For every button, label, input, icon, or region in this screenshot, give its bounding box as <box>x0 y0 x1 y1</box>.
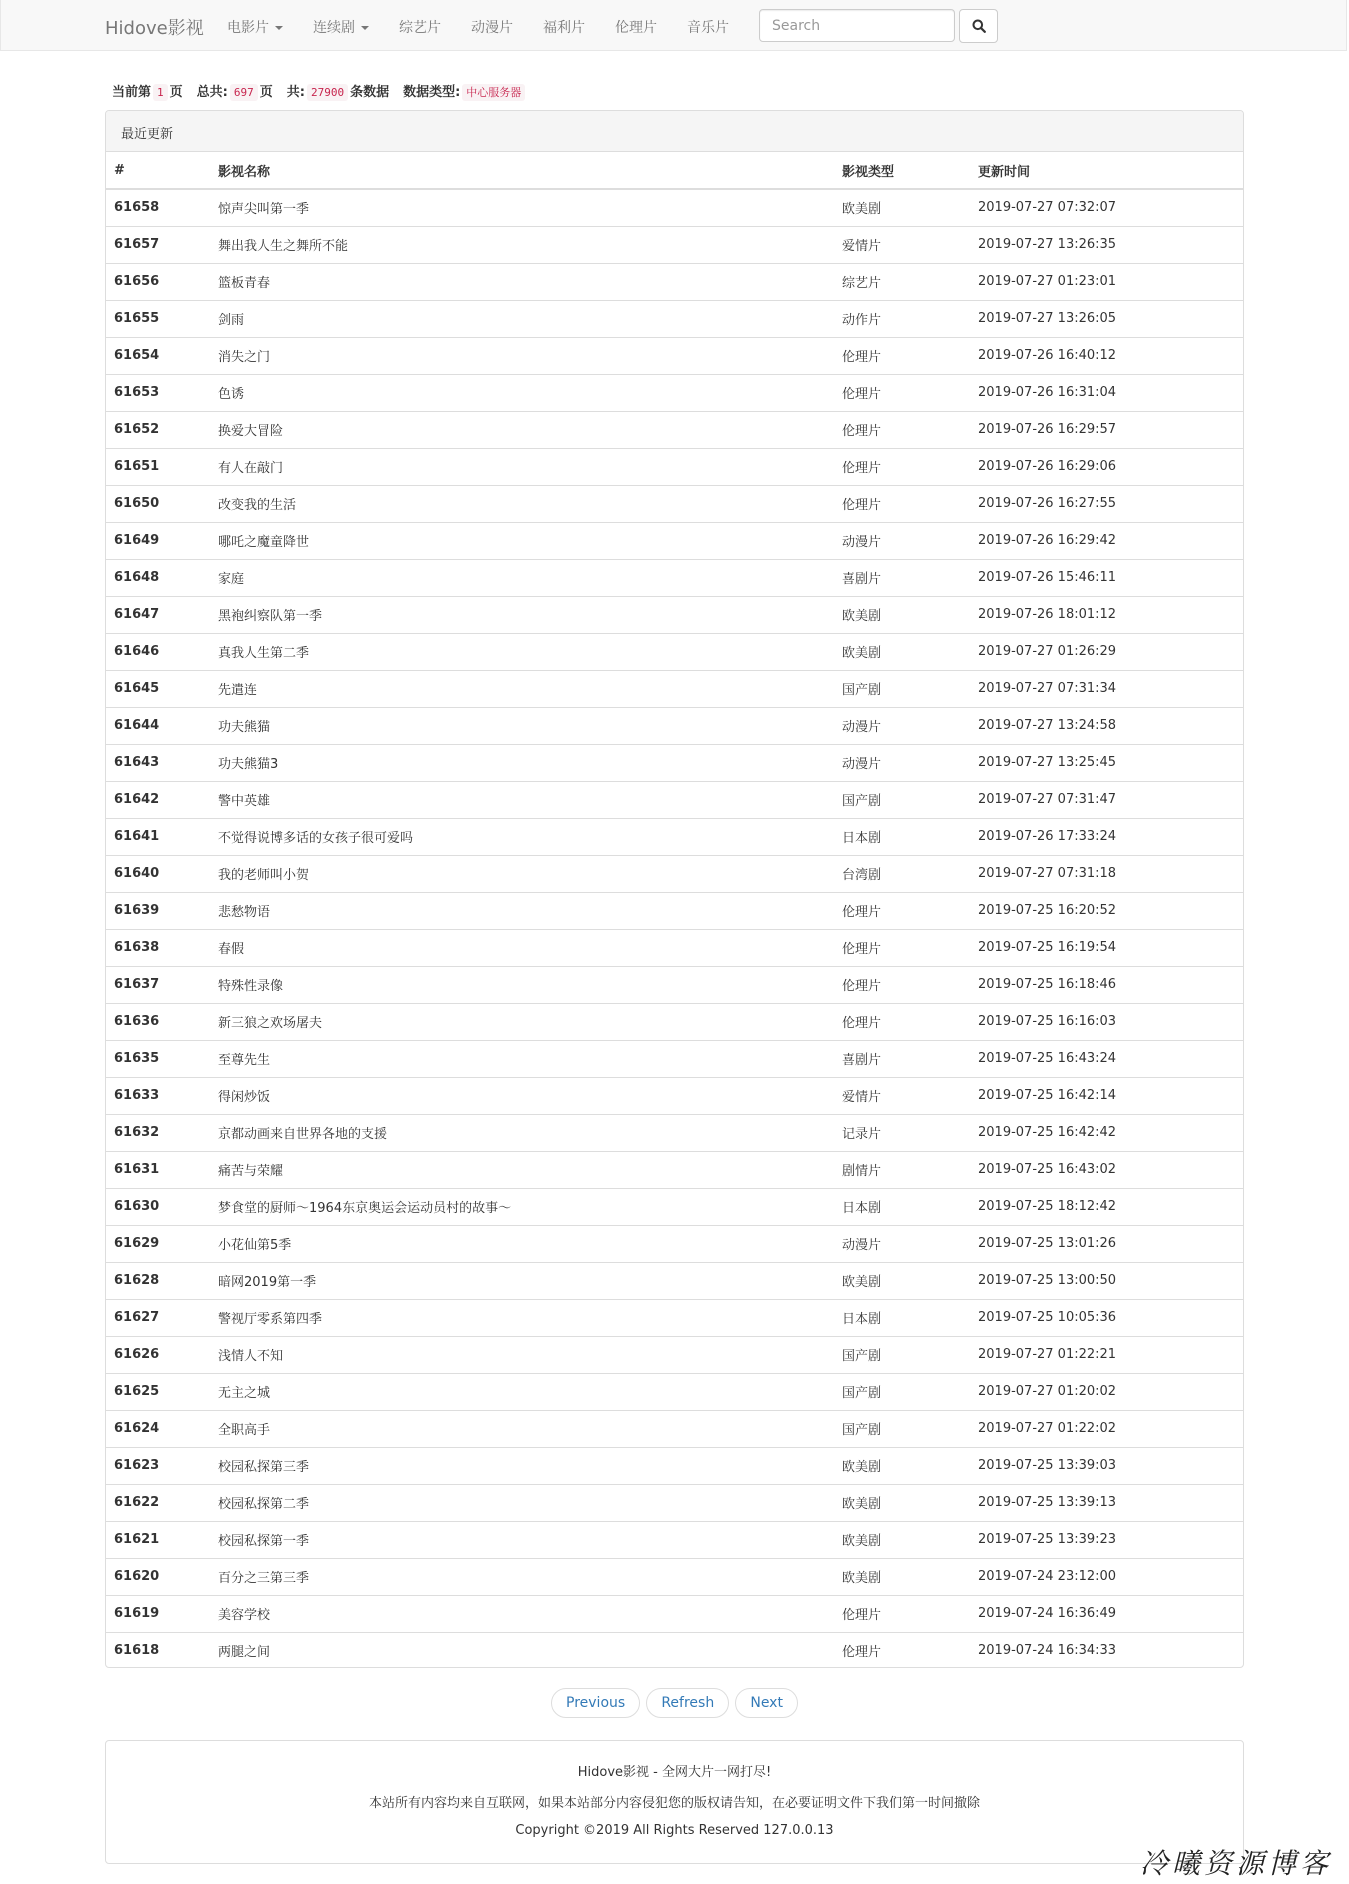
row-title[interactable]: 惊声尖叫第一季 <box>218 202 310 218</box>
row-time: 2019-07-25 16:43:02 <box>970 1151 1243 1188</box>
nav-item-movies[interactable] <box>227 17 283 37</box>
table-row <box>106 1558 1243 1595</box>
row-id: 61620 <box>106 1558 210 1595</box>
row-time: 2019-07-27 07:31:47 <box>970 781 1243 818</box>
table-row <box>106 1484 1243 1521</box>
table-row <box>106 744 1243 781</box>
table-row <box>106 966 1243 1003</box>
row-time: 2019-07-25 13:00:50 <box>970 1262 1243 1299</box>
row-type: 伦理片 <box>834 374 970 411</box>
table-row <box>106 633 1243 670</box>
row-type: 国产剧 <box>834 670 970 707</box>
row-type: 动作片 <box>834 300 970 337</box>
watermark: 冷曦资源博客 <box>1140 1847 1333 1880</box>
caret-down-icon <box>275 26 283 30</box>
row-type: 欧美剧 <box>834 1558 970 1595</box>
row-time: 2019-07-27 01:22:02 <box>970 1410 1243 1447</box>
nav-item-label: 连续剧 <box>313 20 355 36</box>
row-id: 61622 <box>106 1484 210 1521</box>
row-type: 国产剧 <box>834 781 970 818</box>
row-title[interactable]: 全职高手 <box>210 1410 834 1447</box>
row-time: 2019-07-27 01:26:29 <box>970 633 1243 670</box>
row-id: 61628 <box>106 1262 210 1299</box>
row-id: 61638 <box>106 929 210 966</box>
row-time: 2019-07-27 01:22:21 <box>970 1336 1243 1373</box>
row-id: 61652 <box>106 411 210 448</box>
row-time: 2019-07-26 16:29:06 <box>970 448 1243 485</box>
row-type: 欧美剧 <box>842 202 882 218</box>
row-time: 2019-07-27 13:26:35 <box>970 226 1243 263</box>
panel-title: 最近更新 <box>106 111 1243 152</box>
row-id: 61651 <box>106 448 210 485</box>
table-row <box>106 1040 1243 1077</box>
row-time: 2019-07-24 16:36:49 <box>970 1595 1243 1632</box>
row-title[interactable]: 至尊先生 <box>210 1040 834 1077</box>
row-title[interactable]: 警视厅零系第四季 <box>210 1299 834 1336</box>
row-type: 剧情片 <box>834 1151 970 1188</box>
row-time: 2019-07-26 16:27:55 <box>970 485 1243 522</box>
total-pages-value: 697 <box>230 84 258 101</box>
top-navbar <box>0 0 1347 51</box>
row-type: 伦理片 <box>834 929 970 966</box>
row-id: 61649 <box>106 522 210 559</box>
total-pages-label: 总共: <box>196 85 228 100</box>
row-title[interactable]: 消失之门 <box>210 337 834 374</box>
table-row <box>106 596 1243 633</box>
row-time: 2019-07-26 15:46:11 <box>970 559 1243 596</box>
row-id: 61632 <box>106 1114 210 1151</box>
row-id: 61633 <box>106 1077 210 1114</box>
row-time: 2019-07-24 16:34:33 <box>970 1632 1243 1668</box>
row-title[interactable]: 舞出我人生之舞所不能 <box>210 226 834 263</box>
nav-item-series[interactable] <box>313 17 369 37</box>
row-type: 动漫片 <box>834 1225 970 1262</box>
nav-item-variety[interactable]: 综艺片 <box>399 20 441 36</box>
row-title[interactable]: 浅情人不知 <box>210 1336 834 1373</box>
row-type: 伦理片 <box>834 1595 970 1632</box>
row-id: 61655 <box>106 300 210 337</box>
row-id: 61637 <box>106 966 210 1003</box>
total-count-value: 27900 <box>307 84 348 101</box>
updates-table <box>106 152 1243 1668</box>
current-page-label: 当前第 <box>112 85 152 100</box>
row-time: 2019-07-25 18:12:42 <box>970 1188 1243 1225</box>
total-page-unit: 页 <box>259 85 273 100</box>
row-id: 61644 <box>106 707 210 744</box>
row-id: 61635 <box>106 1040 210 1077</box>
row-time: 2019-07-27 13:25:45 <box>970 744 1243 781</box>
footer <box>105 1740 1244 1864</box>
table-row <box>106 670 1243 707</box>
row-id: 61629 <box>106 1225 210 1262</box>
row-type: 记录片 <box>834 1114 970 1151</box>
row-time: 2019-07-27 13:24:58 <box>970 707 1243 744</box>
table-row <box>106 337 1243 374</box>
row-time: 2019-07-26 16:29:42 <box>970 522 1243 559</box>
table-row <box>106 707 1243 744</box>
row-title[interactable]: 得闲炒饭 <box>210 1077 834 1114</box>
row-id: 61643 <box>106 744 210 781</box>
footer-disclaimer: 本站所有内容均来自互联网，如果本站部分内容侵犯您的版权请告知，在必要证明文件下我们第一时间撤除 <box>368 1796 980 1811</box>
total-count-unit: 条数据 <box>350 85 390 100</box>
table-row <box>106 1151 1243 1188</box>
row-time: 2019-07-26 16:29:57 <box>970 411 1243 448</box>
row-type: 喜剧片 <box>834 559 970 596</box>
row-id: 61618 <box>106 1632 210 1668</box>
row-title[interactable]: 痛苦与荣耀 <box>210 1151 834 1188</box>
row-type: 台湾剧 <box>834 855 970 892</box>
table-row <box>106 1299 1243 1336</box>
row-title[interactable]: 美容学校 <box>210 1595 834 1632</box>
row-title[interactable]: 悲愁物语 <box>210 892 834 929</box>
table-body <box>106 189 1243 1668</box>
row-title[interactable]: 两腿之间 <box>210 1632 834 1668</box>
row-time: 2019-07-25 13:39:13 <box>970 1484 1243 1521</box>
row-title[interactable]: 真我人生第二季 <box>210 633 834 670</box>
row-time: 2019-07-24 23:12:00 <box>970 1558 1243 1595</box>
row-time: 2019-07-26 16:31:04 <box>970 374 1243 411</box>
next-button[interactable]: Next <box>735 1688 798 1718</box>
row-type: 日本剧 <box>834 1188 970 1225</box>
table-row <box>106 1373 1243 1410</box>
table-row <box>106 818 1243 855</box>
row-id: 61650 <box>106 485 210 522</box>
table-row <box>106 929 1243 966</box>
table-row <box>106 1262 1243 1299</box>
search-button[interactable] <box>959 9 998 43</box>
row-type: 动漫片 <box>834 744 970 781</box>
row-type: 综艺片 <box>834 263 970 300</box>
row-time: 2019-07-26 17:33:24 <box>970 818 1243 855</box>
row-type: 喜剧片 <box>834 1040 970 1077</box>
table-row <box>106 1336 1243 1373</box>
row-time: 2019-07-27 07:32:07 <box>978 200 1117 216</box>
table-header-row <box>106 152 1243 189</box>
row-title[interactable]: 黑袍纠察队第一季 <box>210 596 834 633</box>
column-header-id: # <box>106 152 210 189</box>
row-title[interactable]: 剑雨 <box>210 300 834 337</box>
row-title[interactable]: 改变我的生活 <box>210 485 834 522</box>
row-time: 2019-07-25 16:42:14 <box>970 1077 1243 1114</box>
row-type: 伦理片 <box>834 485 970 522</box>
table-row <box>106 1447 1243 1484</box>
row-title[interactable]: 家庭 <box>210 559 834 596</box>
row-id: 61636 <box>106 1003 210 1040</box>
recent-updates-panel <box>105 110 1244 1668</box>
nav-item-music[interactable]: 音乐片 <box>687 20 729 36</box>
table-row <box>106 781 1243 818</box>
row-title[interactable]: 功夫熊猫 <box>210 707 834 744</box>
row-time: 2019-07-25 13:39:23 <box>970 1521 1243 1558</box>
row-time: 2019-07-27 01:23:01 <box>970 263 1243 300</box>
row-title[interactable]: 校园私探第二季 <box>210 1484 834 1521</box>
row-id: 61626 <box>106 1336 210 1373</box>
row-type: 欧美剧 <box>834 1447 970 1484</box>
row-type: 欧美剧 <box>834 1262 970 1299</box>
row-type: 欧美剧 <box>834 1521 970 1558</box>
row-title[interactable]: 警中英雄 <box>210 781 834 818</box>
table-row <box>106 411 1243 448</box>
row-title[interactable]: 先遣连 <box>210 670 834 707</box>
row-time: 2019-07-25 16:43:24 <box>970 1040 1243 1077</box>
row-id: 61653 <box>106 374 210 411</box>
row-id: 61627 <box>106 1299 210 1336</box>
row-time: 2019-07-25 10:05:36 <box>970 1299 1243 1336</box>
row-time: 2019-07-27 07:31:18 <box>970 855 1243 892</box>
row-title[interactable]: 篮板青春 <box>210 263 834 300</box>
row-id: 61658 <box>114 200 160 216</box>
row-time: 2019-07-25 16:19:54 <box>970 929 1243 966</box>
previous-button[interactable]: Previous <box>551 1688 640 1718</box>
row-type: 爱情片 <box>834 1077 970 1114</box>
footer-copyright: Copyright ©2019 All Rights Reserved 127.0.0.13 <box>515 1823 834 1838</box>
row-time: 2019-07-26 16:40:12 <box>970 337 1243 374</box>
footer-tagline: Hidove影视 - 全网大片一网打尽! <box>577 1765 772 1780</box>
table-row <box>106 892 1243 929</box>
row-title[interactable]: 换爱大冒险 <box>210 411 834 448</box>
row-type: 伦理片 <box>834 1632 970 1668</box>
page-unit: 页 <box>169 85 183 100</box>
table-row <box>106 226 1243 263</box>
table-row <box>106 1003 1243 1040</box>
nav-item-anime[interactable]: 动漫片 <box>471 20 513 36</box>
row-id: 61656 <box>106 263 210 300</box>
row-type: 动漫片 <box>834 522 970 559</box>
row-id: 61624 <box>106 1410 210 1447</box>
row-title[interactable]: 功夫熊猫3 <box>210 744 834 781</box>
table-row <box>106 448 1243 485</box>
table-row <box>106 1595 1243 1632</box>
nav-item-ethics[interactable]: 伦理片 <box>615 20 657 36</box>
row-title[interactable]: 京都动画来自世界各地的支援 <box>210 1114 834 1151</box>
table-row <box>106 855 1243 892</box>
table-row <box>106 559 1243 596</box>
row-id: 61645 <box>106 670 210 707</box>
row-time: 2019-07-25 13:39:03 <box>970 1447 1243 1484</box>
row-title[interactable]: 梦食堂的厨师～1964东京奥运会运动员村的故事～ <box>210 1188 834 1225</box>
row-title[interactable]: 有人在敲门 <box>210 448 834 485</box>
row-id: 61640 <box>106 855 210 892</box>
row-title[interactable]: 不觉得说博多话的女孩子很可爱吗 <box>210 818 834 855</box>
row-title[interactable]: 哪吒之魔童降世 <box>210 522 834 559</box>
table-row <box>106 1225 1243 1262</box>
table-row <box>106 1077 1243 1114</box>
table-row <box>106 1410 1243 1447</box>
row-id: 61621 <box>106 1521 210 1558</box>
row-title[interactable]: 春假 <box>210 929 834 966</box>
row-type: 国产剧 <box>834 1336 970 1373</box>
column-header-time: 更新时间 <box>970 152 1243 189</box>
refresh-button[interactable]: Refresh <box>646 1688 729 1718</box>
table-row <box>106 263 1243 300</box>
table-row <box>106 485 1243 522</box>
row-title[interactable]: 校园私探第三季 <box>210 1447 834 1484</box>
nav-item-welfare[interactable]: 福利片 <box>543 20 585 36</box>
row-time: 2019-07-25 16:16:03 <box>970 1003 1243 1040</box>
row-time: 2019-07-25 16:18:46 <box>970 966 1243 1003</box>
row-title[interactable]: 我的老师叫小贺 <box>210 855 834 892</box>
table-row <box>106 522 1243 559</box>
row-title[interactable]: 暗网2019第一季 <box>210 1262 834 1299</box>
row-type: 伦理片 <box>834 966 970 1003</box>
row-title[interactable]: 无主之城 <box>210 1373 834 1410</box>
current-page-value: 1 <box>153 84 168 101</box>
row-time: 2019-07-25 16:20:52 <box>970 892 1243 929</box>
data-type-label: 数据类型: <box>403 85 461 100</box>
row-id: 61639 <box>106 892 210 929</box>
table-row <box>106 374 1243 411</box>
row-title[interactable]: 色诱 <box>210 374 834 411</box>
row-time: 2019-07-25 16:42:42 <box>970 1114 1243 1151</box>
row-type: 欧美剧 <box>834 1484 970 1521</box>
table-row <box>106 189 1243 226</box>
row-id: 61641 <box>106 818 210 855</box>
row-type: 伦理片 <box>834 448 970 485</box>
row-time: 2019-07-27 01:20:02 <box>970 1373 1243 1410</box>
row-title[interactable]: 新三狼之欢场屠夫 <box>210 1003 834 1040</box>
row-type: 国产剧 <box>834 1410 970 1447</box>
row-type: 动漫片 <box>834 707 970 744</box>
pager <box>0 1688 1349 1718</box>
row-id: 61648 <box>106 559 210 596</box>
table-row <box>106 300 1243 337</box>
data-stats <box>112 81 527 100</box>
row-id: 61623 <box>106 1447 210 1484</box>
column-header-type: 影视类型 <box>834 152 970 189</box>
row-type: 伦理片 <box>834 892 970 929</box>
row-type: 伦理片 <box>834 1003 970 1040</box>
row-id: 61647 <box>106 596 210 633</box>
row-title[interactable]: 特殊性录像 <box>210 966 834 1003</box>
row-time: 2019-07-27 07:31:34 <box>970 670 1243 707</box>
row-title[interactable]: 校园私探第一季 <box>210 1521 834 1558</box>
brand-logo[interactable]: Hidove影视 <box>105 18 204 39</box>
total-count-label: 共: <box>286 85 305 100</box>
row-id: 61631 <box>106 1151 210 1188</box>
row-id: 61630 <box>106 1188 210 1225</box>
data-type-value: 中心服务器 <box>462 84 525 101</box>
row-id: 61625 <box>106 1373 210 1410</box>
row-type: 国产剧 <box>834 1373 970 1410</box>
row-title[interactable]: 百分之三第三季 <box>210 1558 834 1595</box>
row-time: 2019-07-26 18:01:12 <box>970 596 1243 633</box>
row-type: 日本剧 <box>834 818 970 855</box>
row-id: 61619 <box>106 1595 210 1632</box>
row-id: 61654 <box>106 337 210 374</box>
row-type: 伦理片 <box>834 411 970 448</box>
search-icon <box>972 19 986 33</box>
row-id: 61657 <box>106 226 210 263</box>
caret-down-icon <box>361 26 369 30</box>
search-input[interactable] <box>759 9 955 42</box>
nav-item-label: 电影片 <box>227 20 269 36</box>
table-row <box>106 1632 1243 1668</box>
column-header-name: 影视名称 <box>210 152 834 189</box>
table-row <box>106 1188 1243 1225</box>
row-type: 伦理片 <box>834 337 970 374</box>
row-type: 爱情片 <box>834 226 970 263</box>
table-row <box>106 1114 1243 1151</box>
row-type: 欧美剧 <box>834 633 970 670</box>
row-time: 2019-07-27 13:26:05 <box>970 300 1243 337</box>
row-type: 日本剧 <box>834 1299 970 1336</box>
row-title[interactable]: 小花仙第5季 <box>210 1225 834 1262</box>
row-id: 61646 <box>106 633 210 670</box>
table-row <box>106 1521 1243 1558</box>
row-type: 欧美剧 <box>834 596 970 633</box>
row-id: 61642 <box>106 781 210 818</box>
row-time: 2019-07-25 13:01:26 <box>970 1225 1243 1262</box>
